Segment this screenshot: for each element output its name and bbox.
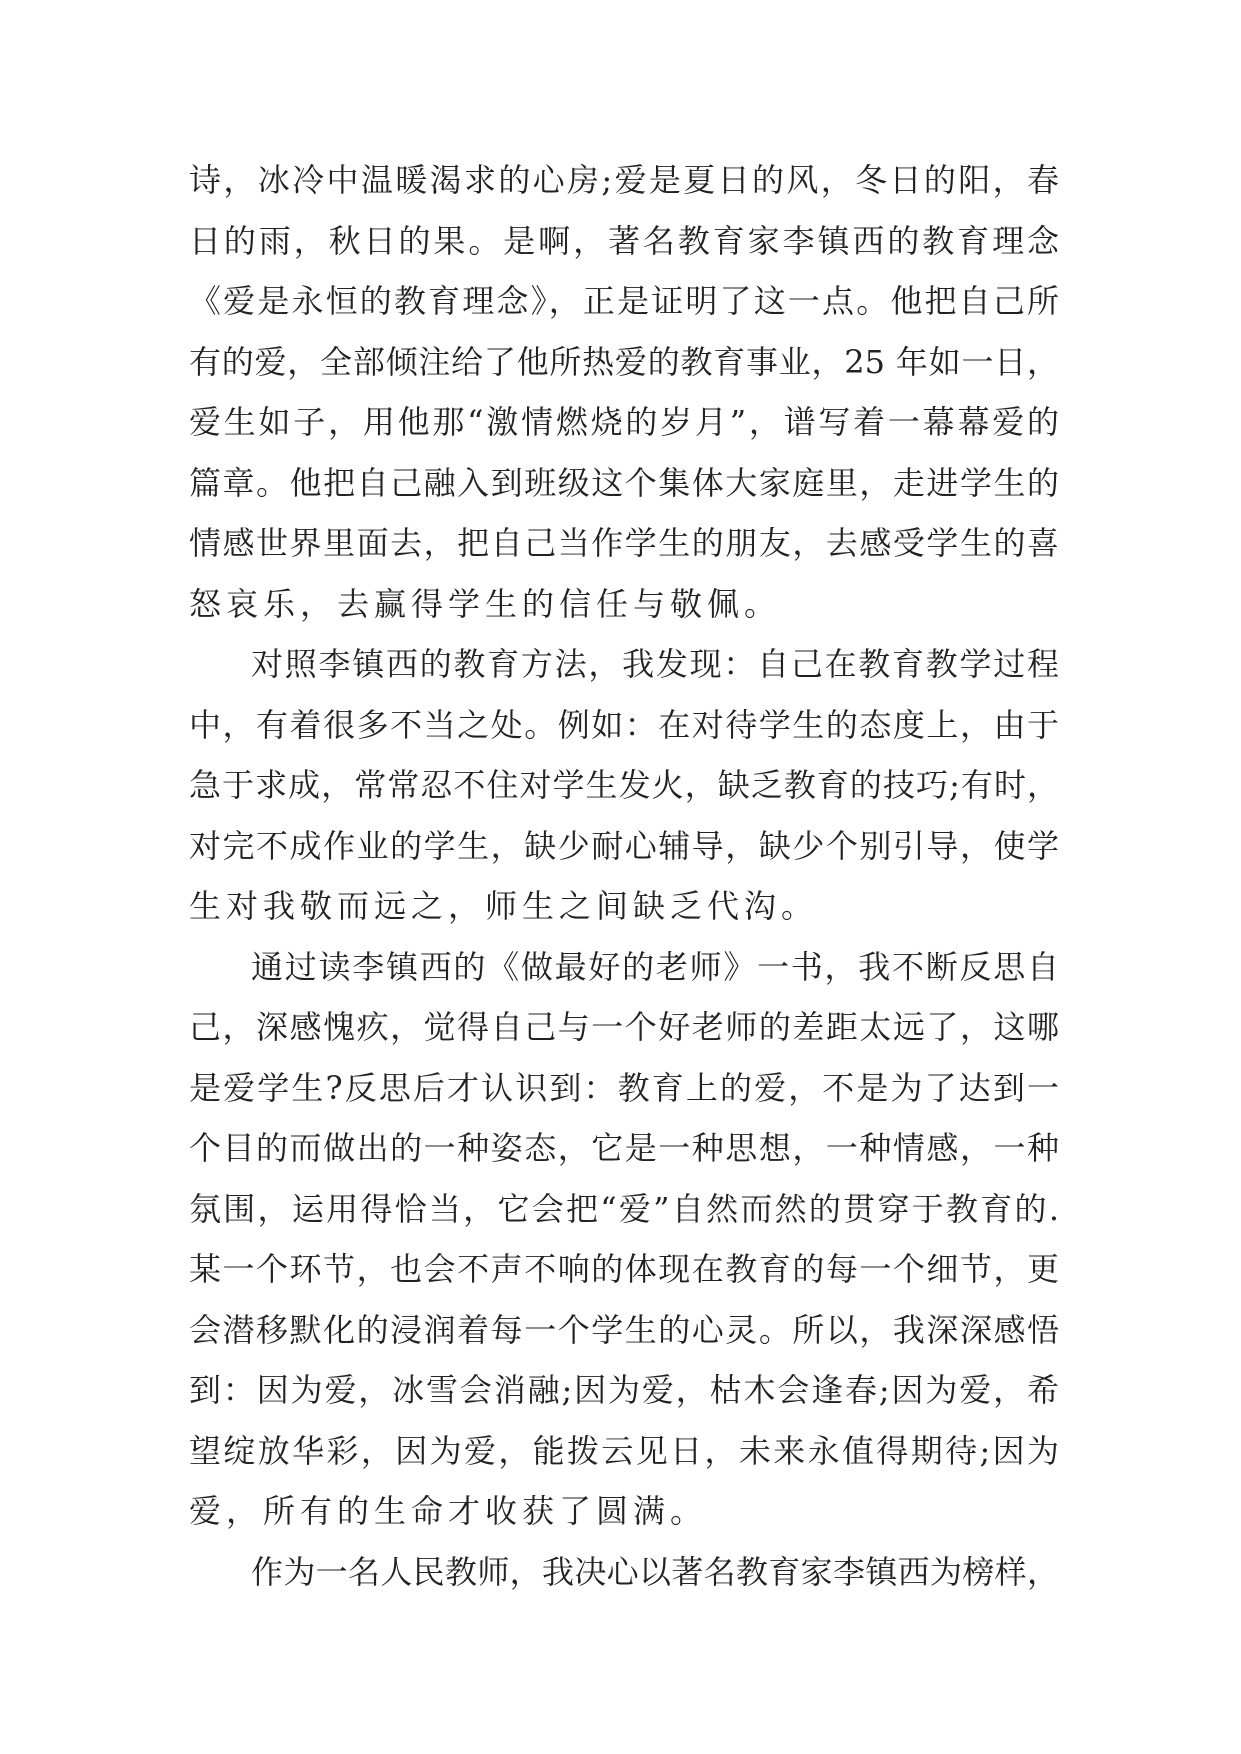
- text-line: 急于求成，常常忍不住对学生发火，缺乏教育的技巧;有时，: [189, 766, 1059, 804]
- text-line: 到：因为爱，冰雪会消融;因为爱，枯木会逢春;因为爱，希: [189, 1371, 1059, 1409]
- text-line: 望绽放华彩，因为爱，能拨云见日，未来永值得期待;因为: [189, 1431, 1059, 1470]
- text-line: 通过读李镇西的《做最好的老师》一书，我不断反思自: [251, 947, 1059, 986]
- text-line: 氛围，运用得恰当，它会把“爱”自然而然的贯穿于教育的.: [189, 1189, 1059, 1228]
- text-line: 情感世界里面去，把自己当作学生的朋友，去感受学生的喜: [189, 524, 1059, 562]
- text-line: 中，有着很多不当之处。例如：在对待学生的态度上，由于: [189, 705, 1059, 744]
- text-line: 对照李镇西的教育方法，我发现：自己在教育教学过程: [251, 645, 1059, 683]
- text-line: 爱，所有的生命才收获了圆满。: [189, 1492, 708, 1530]
- document-body: [189, 150, 1059, 1602]
- text-line: 有的爱，全部倾注给了他所热爱的教育事业，25 年如一日，: [189, 342, 1059, 381]
- text-line: 是爱学生?反思后才认识到：教育上的爱，不是为了达到一: [189, 1068, 1059, 1107]
- text-line: 对完不成作业的学生，缺少耐心辅导，缺少个别引导，使学: [189, 826, 1059, 865]
- text-line: 篇章。他把自己融入到班级这个集体大家庭里，走进学生的: [189, 463, 1059, 502]
- text-line: 己，深感愧疚，觉得自己与一个好老师的差距太远了，这哪: [189, 1008, 1059, 1046]
- text-line: 《爱是永恒的教育理念》，正是证明了这一点。他把自己所: [189, 282, 1059, 320]
- text-line: 某一个环节，也会不声不响的体现在教育的每一个细节，更: [189, 1250, 1059, 1288]
- text-line: 会潜移默化的浸润着每一个学生的心灵。所以，我深深感悟: [189, 1310, 1059, 1349]
- text-line: 诗，冰冷中温暖渴求的心房;爱是夏日的风，冬日的阳，春: [189, 161, 1059, 199]
- text-line: 日的雨，秋日的果。是啊，著名教育家李镇西的教育理念: [189, 221, 1059, 260]
- text-line: 爱生如子，用他那“激情燃烧的岁月”，谱写着一幕幕爱的: [189, 403, 1059, 441]
- text-line: 作为一名人民教师，我决心以著名教育家李镇西为榜样，: [251, 1552, 1059, 1591]
- text-line: 个目的而做出的一种姿态，它是一种思想，一种情感，一种: [189, 1129, 1059, 1167]
- text-line: 怒哀乐，去赢得学生的信任与敬佩。: [189, 584, 782, 623]
- text-line: 生对我敬而远之，师生之间缺乏代沟。: [189, 887, 819, 925]
